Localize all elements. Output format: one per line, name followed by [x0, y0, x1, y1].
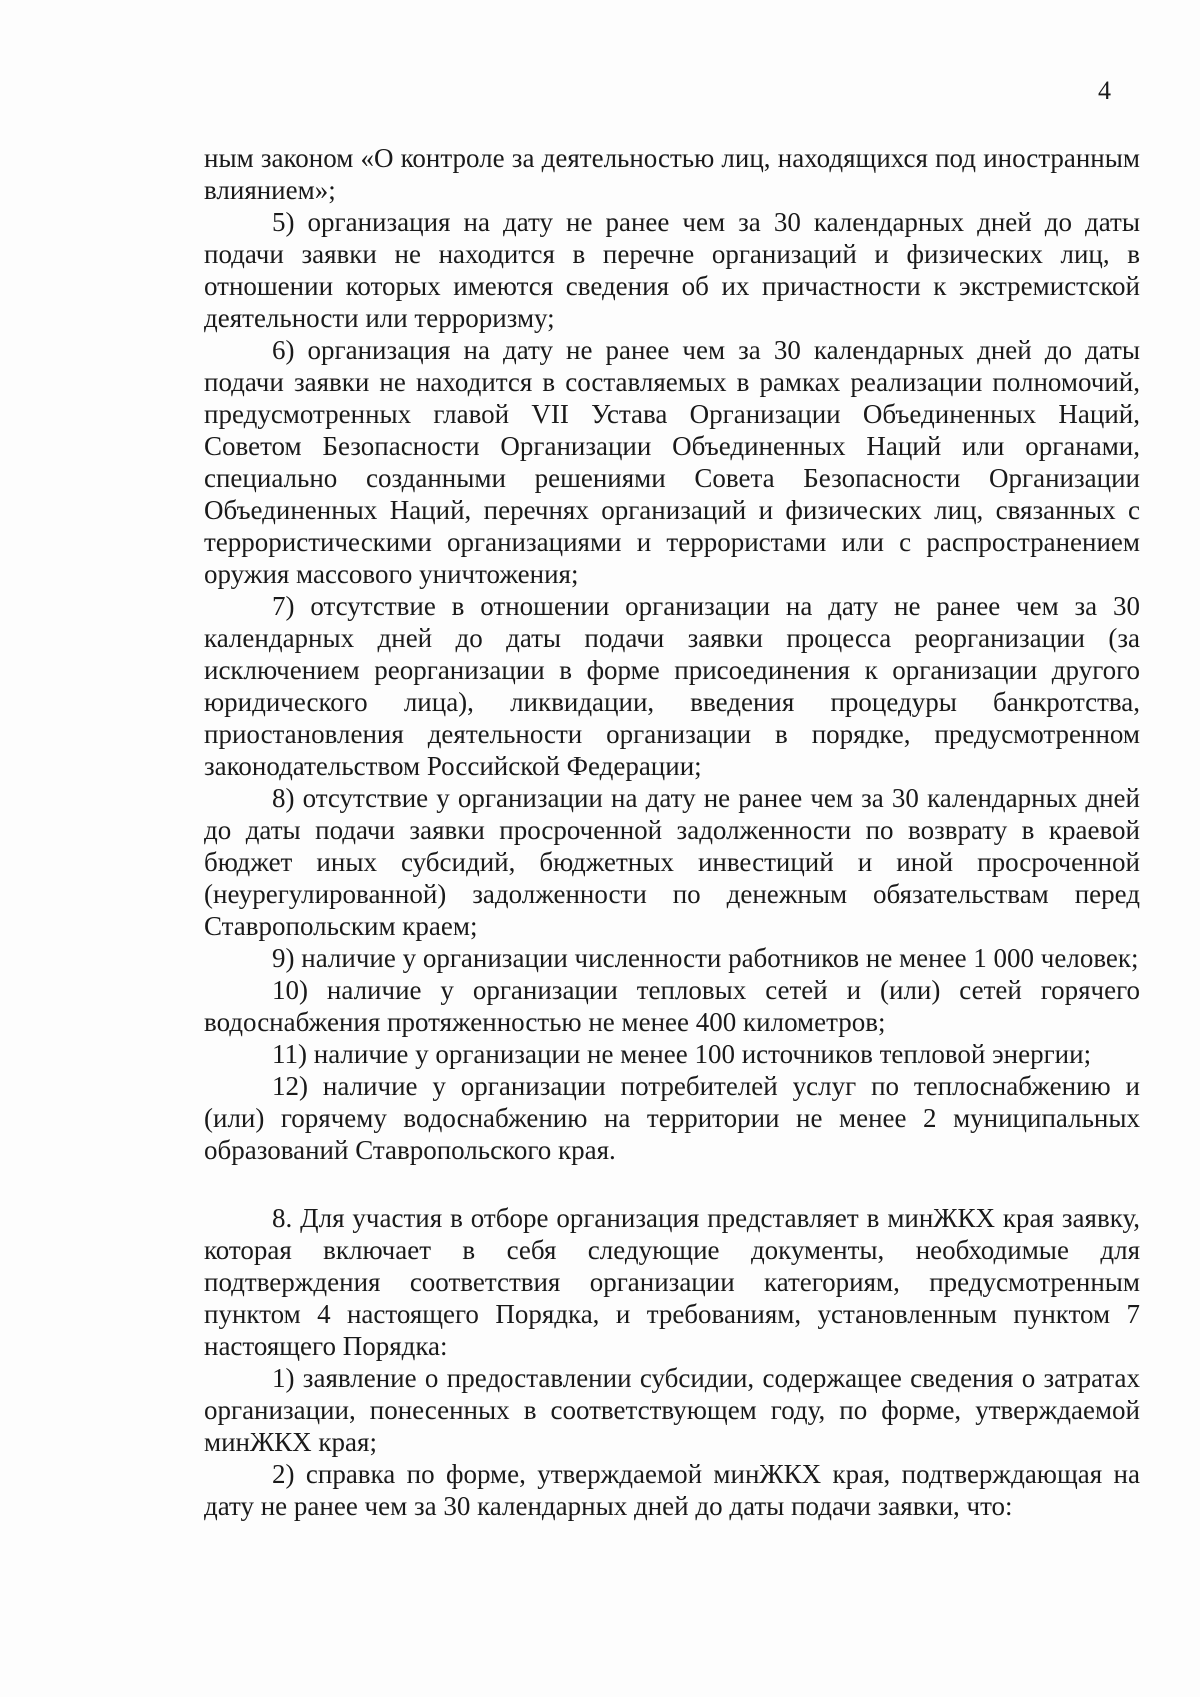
paragraph-item-10: 10) наличие у организации тепловых сетей и (или) сетей горячего водоснабжения протяженностью не менее 400 километров;: [204, 975, 1140, 1037]
paragraph-item-9: 9) наличие у организации численности работников не менее 1 000 человек;: [272, 943, 1139, 973]
document-body: [204, 142, 1140, 1522]
paragraph-item-12: 12) наличие у организации потребителей услуг по теплоснабжению и (или) горячему водоснабжению на территории не менее 2 муниципальных образований Ставропольского края.: [204, 1071, 1140, 1165]
paragraph-item-8: 8) отсутствие у организации на дату не ранее чем за 30 календарных дней до даты подачи заявки просроченной задолженности по возврату в краевой бюджет иных субсидий, бюджетных инвестиций и иной просроченной (неурегулированной) задолженности по денежным обязательствам перед Ставропольским краем;: [204, 783, 1140, 941]
paragraph-subitem-1: 1) заявление о предоставлении субсидии, содержащее сведения о затратах организации, понесенных в соответствующем году, по форме, утверждаемой минЖКХ края;: [204, 1363, 1140, 1457]
paragraph-item-11: 11) наличие у организации не менее 100 источников тепловой энергии;: [272, 1039, 1092, 1069]
section-gap: [204, 1166, 1140, 1202]
paragraph-subitem-2: 2) справка по форме, утверждаемой минЖКХ края, подтверждающая на дату не ранее чем за 30 календарных дней до даты подачи заявки, что:: [204, 1459, 1140, 1521]
paragraph-item-7: 7) отсутствие в отношении организации на дату не ранее чем за 30 календарных дней до даты подачи заявки процесса реорганизации (за исключением реорганизации в форме присоединения к организации другого юридического лица), ликвидации, введения процедуры банкротства, приостановления деятельности организации в порядке, предусмотренном законодательством Российской Федерации;: [204, 591, 1140, 781]
paragraph-item-5: 5) организация на дату не ранее чем за 30 календарных дней до даты подачи заявки не находится в перечне организаций и физических лиц, в отношении которых имеются сведения об их причастности к экстремистской деятельности или терроризму;: [204, 207, 1140, 333]
page-number: 4: [1098, 76, 1111, 105]
paragraph-item-6: 6) организация на дату не ранее чем за 30 календарных дней до даты подачи заявки не находится в составляемых в рамках реализации полномочий, предусмотренных главой VII Устава Организации Объединенных Наций, Советом Безопасности Организации Объединенных Наций или органами, специально созданными решениями Совета Безопасности Организации Объединенных Наций, перечнях организаций и физических лиц, связанных с террористическими организациями и террористами или с распространением оружия массового уничтожения;: [204, 335, 1140, 589]
paragraph-section-8: 8. Для участия в отборе организация представляет в минЖКХ края заявку, которая включает в себя следующие документы, необходимые для подтверждения соответствия организации категориям, предусмотренным пунктом 4 настоящего Порядка, и требованиям, установленным пунктом 7 настоящего Порядка:: [204, 1203, 1140, 1361]
paragraph-continuation: ным законом «О контроле за деятельностью лиц, находящихся под иностранным влиянием»;: [204, 143, 1140, 205]
